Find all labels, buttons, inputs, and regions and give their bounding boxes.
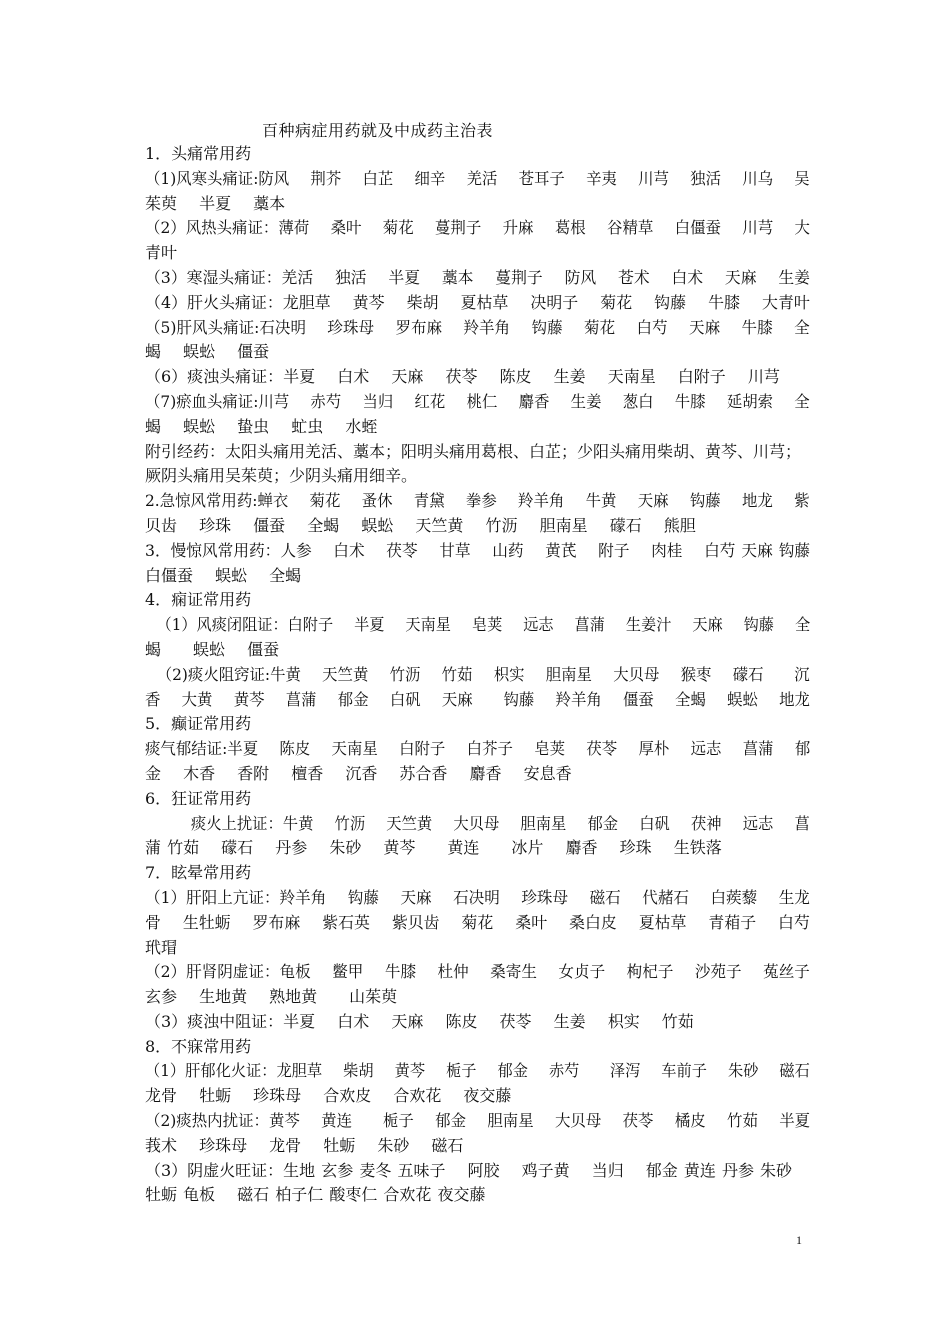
text-line: 蝎 蜈蚣 僵蚕 bbox=[145, 342, 270, 362]
document-body bbox=[145, 142, 810, 1208]
text-line: 金 木香 香附 檀香 沉香 苏合香 麝香 安息香 bbox=[145, 763, 572, 783]
text-line: 厥阴头痛用吴茱萸；少阴头痛用细辛。 bbox=[145, 466, 418, 486]
text-line: 玄参 生地黄 熟地黄 山茱萸 bbox=[145, 987, 398, 1007]
text-line: （3）寒湿头痛证：羌活 独活 半夏 藁本 蔓荆子 防风 苍术 白术 天麻 生姜 bbox=[145, 267, 810, 287]
text-line: （1）肝阳上亢证：羚羊角 钩藤 天麻 石决明 珍珠母 磁石 代赭石 白蒺藜 生龙 bbox=[145, 887, 810, 907]
text-line: （2)痰热内扰证：黄芩 黄连 栀子 郁金 胆南星 大贝母 茯苓 橘皮 竹茹 半夏 bbox=[145, 1111, 811, 1131]
text-line: 6．狂证常用药 bbox=[145, 788, 252, 808]
page-number: 1 bbox=[796, 1233, 802, 1247]
text-line: 白僵蚕 蜈蚣 全蝎 bbox=[145, 565, 302, 585]
text-line: 青叶 bbox=[145, 243, 178, 263]
text-line: 1．头痛常用药 bbox=[145, 144, 252, 163]
text-line: 附引经药：太阳头痛用羌活、藁本；阳明头痛用葛根、白芷；少阳头痛用柴胡、黄芩、川芎； bbox=[145, 441, 802, 461]
text-line: 8．不寐常用药 bbox=[145, 1036, 252, 1056]
document-title: 百种病症用药就及中成药主治表 bbox=[262, 121, 494, 140]
text-line: （3）阴虚火旺证：生地 玄参 麦冬 五味子 阿胶 鸡子黄 当归 郁金 黄连 丹参 朱砂 bbox=[145, 1160, 793, 1180]
text-line: （1）肝郁化火证：龙胆草 柴胡 黄芩 栀子 郁金 赤芍 泽泻 车前子 朱砂 磁石 bbox=[145, 1061, 810, 1081]
text-line: （4）肝火头痛证：龙胆草 黄芩 柴胡 夏枯草 决明子 菊花 钩藤 牛膝 大青叶 bbox=[145, 292, 810, 312]
text-line: 莪术 珍珠母 龙骨 牡蛎 朱砂 磁石 bbox=[145, 1135, 464, 1155]
text-line: （7)瘀血头痛证:川芎 赤芍 当归 红花 桃仁 麝香 生姜 葱白 牛膝 延胡索 全 bbox=[145, 391, 810, 411]
text-line: （5)肝风头痛证:石决明 珍珠母 罗布麻 羚羊角 钩藤 菊花 白芍 天麻 牛膝 全 bbox=[145, 317, 810, 337]
text-line: 骨 生牡蛎 罗布麻 紫石英 紫贝齿 菊花 桑叶 桑白皮 夏枯草 青葙子 白芍 bbox=[145, 912, 810, 932]
text-line: 香 大黄 黄芩 菖蒲 郁金 白矾 天麻 钩藤 羚羊角 僵蚕 全蝎 蜈蚣 地龙 bbox=[145, 689, 810, 709]
text-line: 玳瑁 bbox=[145, 937, 178, 957]
text-line: 贝齿 珍珠 僵蚕 全蝎 蜈蚣 天竺黄 竹沥 胆南星 礞石 熊胆 bbox=[145, 515, 696, 535]
text-line: 痰气郁结证:半夏 陈皮 天南星 白附子 白芥子 皂荚 茯苓 厚朴 远志 菖蒲 郁 bbox=[145, 739, 811, 759]
text-line: 5．癫证常用药 bbox=[145, 714, 252, 734]
text-line: （2）肝肾阴虚证：龟板 鳖甲 牛膝 杜仲 桑寄生 女贞子 枸杞子 沙苑子 菟丝子 bbox=[145, 962, 810, 982]
text-line: 7．眩晕常用药 bbox=[145, 863, 252, 883]
text-line: 2.急惊风常用药:蝉衣 菊花 蚤休 青黛 拳参 羚羊角 牛黄 天麻 钩藤 地龙 紫 bbox=[145, 491, 810, 511]
text-line: 蝎 蜈蚣 蛰虫 虻虫 水蛭 bbox=[145, 416, 378, 436]
text-line: （2)痰火阻窍证:牛黄 天竺黄 竹沥 竹茹 枳实 胆南星 大贝母 猴枣 礞石 沉 bbox=[145, 664, 810, 684]
text-line: 3．慢惊风常用药：人参 白术 茯苓 甘草 山药 黄芪 附子 肉桂 白芍 天麻 钩藤 bbox=[145, 540, 811, 560]
text-line: 4．痫证常用药 bbox=[145, 590, 252, 610]
text-line: （3）痰浊中阻证：半夏 白术 天麻 陈皮 茯苓 生姜 枳实 竹茹 bbox=[145, 1011, 694, 1031]
text-line: （1）风痰闭阻证：白附子 半夏 天南星 皂荚 远志 菖蒲 生姜汁 天麻 钩藤 全 bbox=[145, 615, 811, 635]
text-line: （1)风寒头痛证:防风 荆芥 白芷 细辛 羌活 苍耳子 辛夷 川芎 独活 川乌 吴 bbox=[145, 168, 810, 188]
text-line: 茱萸 半夏 藁本 bbox=[145, 193, 286, 213]
text-line: 蒲 竹茹 礞石 丹参 朱砂 黄芩 黄连 冰片 麝香 珍珠 生铁落 bbox=[145, 838, 722, 858]
text-line: 牡蛎 龟板 磁石 柏子仁 酸枣仁 合欢花 夜交藤 bbox=[145, 1185, 486, 1205]
text-line: （2）风热头痛证：薄荷 桑叶 菊花 蔓荆子 升麻 葛根 谷精草 白僵蚕 川芎 大 bbox=[145, 218, 810, 238]
text-line: 痰火上扰证：牛黄 竹沥 天竺黄 大贝母 胆南星 郁金 白矾 茯神 远志 菖 bbox=[145, 813, 810, 833]
text-line: 蝎 蜈蚣 僵蚕 bbox=[145, 639, 280, 659]
text-line: 龙骨 牡蛎 珍珠母 合欢皮 合欢花 夜交藤 bbox=[145, 1086, 512, 1106]
text-line: （6）痰浊头痛证：半夏 白术 天麻 茯苓 陈皮 生姜 天南星 白附子 川芎 bbox=[145, 367, 780, 387]
